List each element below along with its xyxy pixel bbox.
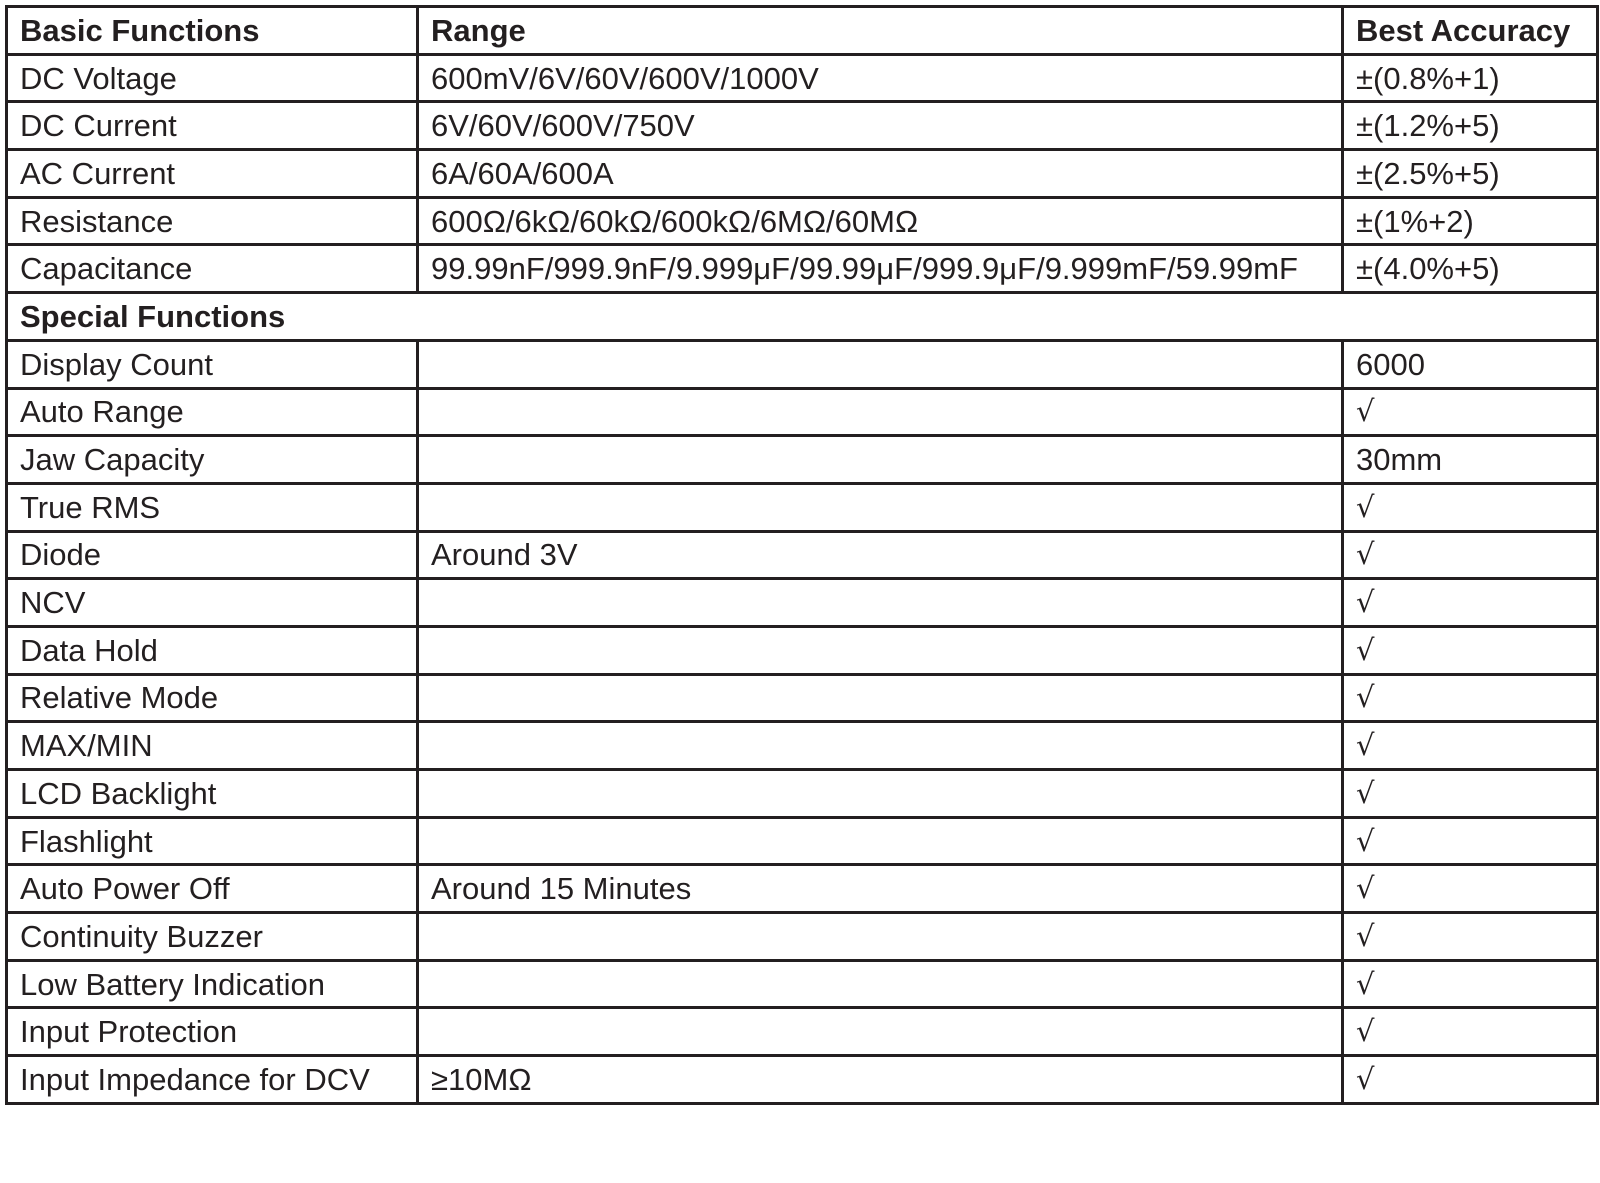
function-name-cell: DC Current: [7, 102, 418, 150]
range-cell: [418, 913, 1343, 961]
header-accuracy: Best Accuracy: [1343, 7, 1598, 55]
check-mark-cell: √: [1343, 626, 1598, 674]
check-mark-cell: √: [1343, 388, 1598, 436]
range-cell: [418, 1008, 1343, 1056]
check-mark-cell: √: [1343, 722, 1598, 770]
basic-function-row: [7, 245, 1598, 293]
spec-table: [5, 5, 1599, 1105]
range-cell: [418, 579, 1343, 627]
range-cell: Around 3V: [418, 531, 1343, 579]
range-cell: [418, 626, 1343, 674]
range-cell: [418, 388, 1343, 436]
range-cell: 99.99nF/999.9nF/9.999μF/99.99μF/999.9μF/9.999mF/59.99mF: [418, 245, 1343, 293]
special-functions-heading: Special Functions: [7, 293, 1598, 341]
function-name-cell: Resistance: [7, 197, 418, 245]
basic-function-row: [7, 102, 1598, 150]
range-cell: [418, 960, 1343, 1008]
special-function-row: [7, 960, 1598, 1008]
function-name-cell: Input Impedance for DCV: [7, 1056, 418, 1104]
function-name-cell: Display Count: [7, 340, 418, 388]
range-cell: [418, 817, 1343, 865]
basic-function-row: [7, 197, 1598, 245]
function-name-cell: Data Hold: [7, 626, 418, 674]
special-function-row: [7, 865, 1598, 913]
special-function-row: [7, 579, 1598, 627]
accuracy-cell: ±(4.0%+5): [1343, 245, 1598, 293]
header-range: Range: [418, 7, 1343, 55]
range-cell: [418, 340, 1343, 388]
header-row: [7, 7, 1598, 55]
range-cell: [418, 483, 1343, 531]
special-function-row: [7, 1008, 1598, 1056]
function-name-cell: Diode: [7, 531, 418, 579]
function-name-cell: True RMS: [7, 483, 418, 531]
range-cell: 600Ω/6kΩ/60kΩ/600kΩ/6MΩ/60MΩ: [418, 197, 1343, 245]
function-name-cell: Auto Power Off: [7, 865, 418, 913]
range-cell: ≥10MΩ: [418, 1056, 1343, 1104]
accuracy-cell: ±(1.2%+5): [1343, 102, 1598, 150]
function-name-cell: DC Voltage: [7, 54, 418, 102]
range-cell: [418, 436, 1343, 484]
check-mark-cell: √: [1343, 531, 1598, 579]
special-functions-header-row: [7, 293, 1598, 341]
special-function-row: [7, 340, 1598, 388]
function-name-cell: MAX/MIN: [7, 722, 418, 770]
special-function-row: [7, 722, 1598, 770]
function-name-cell: NCV: [7, 579, 418, 627]
range-cell: 600mV/6V/60V/600V/1000V: [418, 54, 1343, 102]
check-mark-cell: √: [1343, 579, 1598, 627]
special-function-row: [7, 674, 1598, 722]
special-function-row: [7, 483, 1598, 531]
range-cell: [418, 674, 1343, 722]
function-name-cell: Input Protection: [7, 1008, 418, 1056]
header-function: Basic Functions: [7, 7, 418, 55]
special-function-row: [7, 436, 1598, 484]
check-mark-cell: √: [1343, 483, 1598, 531]
check-mark-cell: √: [1343, 913, 1598, 961]
special-function-row: [7, 531, 1598, 579]
special-function-row: [7, 770, 1598, 818]
check-mark-cell: √: [1343, 865, 1598, 913]
special-function-row: [7, 913, 1598, 961]
check-mark-cell: √: [1343, 960, 1598, 1008]
range-cell: 6V/60V/600V/750V: [418, 102, 1343, 150]
basic-function-row: [7, 150, 1598, 198]
check-mark-cell: √: [1343, 1056, 1598, 1104]
function-name-cell: Jaw Capacity: [7, 436, 418, 484]
spec-table-body: [7, 7, 1598, 1104]
check-mark-cell: √: [1343, 770, 1598, 818]
special-function-row: [7, 817, 1598, 865]
accuracy-cell: ±(1%+2): [1343, 197, 1598, 245]
function-name-cell: LCD Backlight: [7, 770, 418, 818]
check-mark-cell: √: [1343, 674, 1598, 722]
special-function-row: [7, 1056, 1598, 1104]
check-mark-cell: √: [1343, 817, 1598, 865]
special-function-row: [7, 626, 1598, 674]
function-name-cell: Relative Mode: [7, 674, 418, 722]
range-cell: [418, 770, 1343, 818]
basic-function-row: [7, 54, 1598, 102]
function-name-cell: AC Current: [7, 150, 418, 198]
value-cell: 6000: [1343, 340, 1598, 388]
special-function-row: [7, 388, 1598, 436]
function-name-cell: Low Battery Indication: [7, 960, 418, 1008]
function-name-cell: Auto Range: [7, 388, 418, 436]
range-cell: 6A/60A/600A: [418, 150, 1343, 198]
check-mark-cell: √: [1343, 1008, 1598, 1056]
accuracy-cell: ±(2.5%+5): [1343, 150, 1598, 198]
range-cell: [418, 722, 1343, 770]
range-cell: Around 15 Minutes: [418, 865, 1343, 913]
value-cell: 30mm: [1343, 436, 1598, 484]
function-name-cell: Capacitance: [7, 245, 418, 293]
function-name-cell: Continuity Buzzer: [7, 913, 418, 961]
accuracy-cell: ±(0.8%+1): [1343, 54, 1598, 102]
function-name-cell: Flashlight: [7, 817, 418, 865]
